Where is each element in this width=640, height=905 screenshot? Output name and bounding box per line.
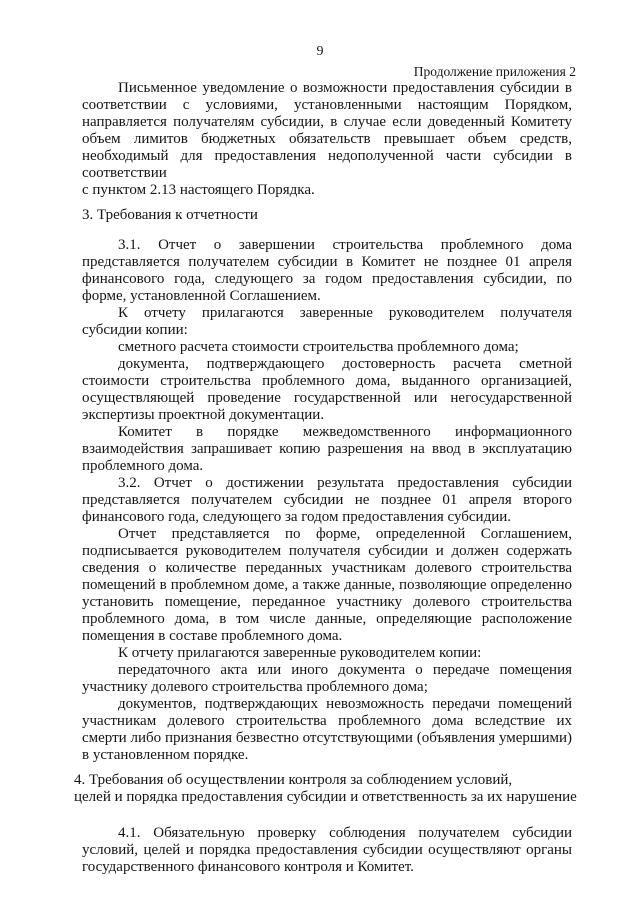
paragraph-4-1: 4.1. Обязательную проверку соблюдения получателем субсидии условий, целей и порядка предоставления субсидии осуществляют органы государственного финансового контроля и Комитет. xyxy=(82,825,572,875)
list-item-expertise: документа, подтверждающего достоверность расчета сметной стоимости строительства проблемного дома, выданного организацией, осуществляющей проведение государственной или негосударственной экспертизы проектной документации. xyxy=(82,356,572,423)
appendix-note: Продолжение приложения 2 xyxy=(413,64,576,79)
paragraph-report-form: Отчет представляется по форме, определенной Соглашением, подписывается руководителем получателя субсидии и должен содержать сведения о количестве переданных участникам долевого строительства помещений в проблемном доме, а также данные, позволяющие определенно установить помещение, переданное участнику долевого строительства проблемного дома, в том числе данные, определяющие расположение помещения в составе проблемного дома. xyxy=(82,526,572,644)
intro-block xyxy=(82,80,572,199)
paragraph-3-1: 3.1. Отчет о завершении строительства проблемного дома представляется получателем субсидии в Комитет не позднее 01 апреля финансового года, следующего за годом предоставления субсидии, по форме, установленной Соглашением. xyxy=(82,237,572,304)
section-4-body xyxy=(82,825,572,876)
paragraph-committee-request: Комитет в порядке межведомственного информационного взаимодействия запрашивает копию разрешения на ввод в эксплуатацию проблемного дома. xyxy=(82,424,572,474)
section-3-heading-wrap xyxy=(82,207,572,224)
section-4-heading-line-1: 4. Требования об осуществлении контроля за соблюдением условий, xyxy=(74,772,513,788)
section-4-heading-line-2: целей и порядка предоставления субсидии и ответственность за их нарушение xyxy=(74,789,577,805)
paragraph-3-2: 3.2. Отчет о достижении результата предоставления субсидии представляется получателем субсидии не позднее 01 апреля второго финансового года, следующего за годом предоставления субсидии. xyxy=(82,475,572,525)
section-3-body xyxy=(82,237,572,764)
intro-paragraph-continuation: с пунктом 2.13 настоящего Порядка. xyxy=(82,182,315,198)
list-item-estimate: сметного расчета стоимости строительства проблемного дома; xyxy=(118,339,519,355)
page-number: 9 xyxy=(316,44,324,59)
list-item-transfer-act: передаточного акта или иного документа о передаче помещения участнику долевого строительства проблемного дома; xyxy=(82,662,572,695)
list-item-impossibility-docs: документов, подтверждающих невозможность передачи помещений участникам долевого строительства проблемного дома вследствие их смерти либо признания безвестно отсутствующими (объявления умершими) в установленном порядке. xyxy=(82,696,572,763)
paragraph-3-2-attachments: К отчету прилагаются заверенные руководителем копии: xyxy=(118,645,482,661)
section-4-heading-wrap xyxy=(74,772,584,806)
intro-paragraph: Письменное уведомление о возможности предоставления субсидии в соответствии с условиями, установленными настоящим Порядком, направляется получателям субсидии, в случае если доведенный Комитету объем лимитов бюджетных обязательств превышает объем средств, необходимый для предоставления недополученной части субсидии в соответствии xyxy=(82,80,572,181)
paragraph-3-1-attachments: К отчету прилагаются заверенные руководителем получателя субсидии копии: xyxy=(82,305,572,338)
section-3-heading: 3. Требования к отчетности xyxy=(82,207,258,223)
